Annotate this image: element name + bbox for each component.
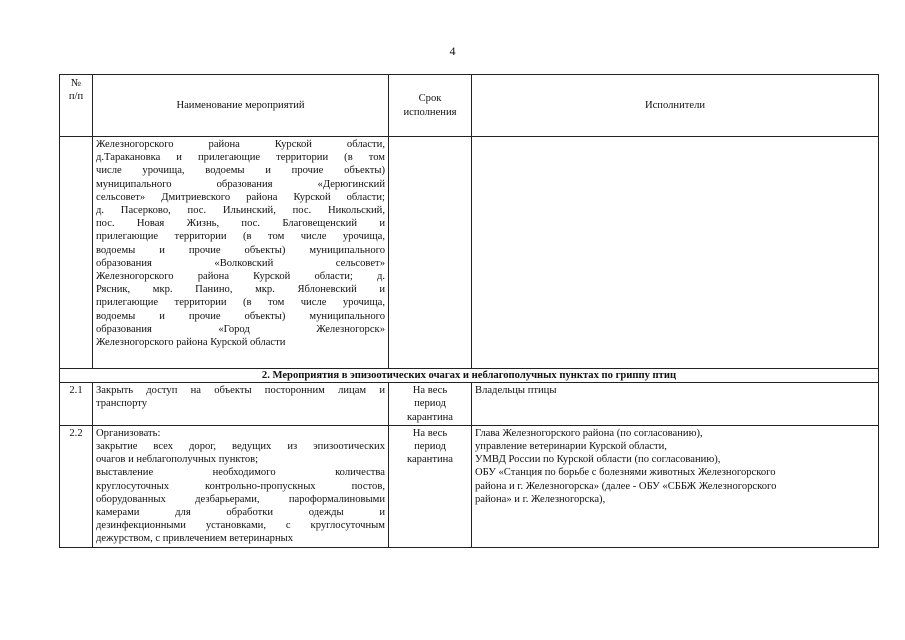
section-row <box>60 369 879 383</box>
table-row <box>60 383 879 426</box>
continuation-num-cell <box>60 137 93 369</box>
continuation-name-cell <box>93 137 389 369</box>
row-name <box>93 425 389 547</box>
text-line: образования «Волковский сельсовет» <box>96 257 385 269</box>
text-line: Железногорского района Курской области <box>96 337 286 349</box>
text-line: дезинфекционными установками, с круглосуточным <box>96 520 385 532</box>
header-term-line: Срок <box>418 93 442 105</box>
text-line: муниципального образования «Дерюгинский <box>96 178 385 190</box>
text-line: На весь <box>412 385 448 397</box>
row-num: 2.1 <box>60 383 93 426</box>
row-term-text <box>392 384 468 424</box>
text-line: Рясник, мкр. Панино, мкр. Яблоневский и <box>96 284 385 296</box>
row-executors <box>472 425 879 547</box>
text-line: период <box>414 441 446 453</box>
continuation-term-cell <box>389 137 472 369</box>
row-name-text <box>96 427 385 546</box>
text-line: образования «Город Железногорск» <box>96 323 385 335</box>
text-line: оборудованных дезбарьерами, пароформалиновыми <box>96 493 385 505</box>
row-term-text <box>392 427 468 467</box>
text-line: сельсовет» Дмитриевского района Курской области; <box>96 191 385 203</box>
table-header-row <box>60 75 879 137</box>
text-line: управление ветеринарии Курской области, <box>475 441 667 453</box>
text-line: Железногорского района Курской области, <box>96 139 385 150</box>
text-line: УМВД России по Курской области (по согласованию), <box>475 454 721 466</box>
continuation-row <box>60 137 879 369</box>
continuation-text <box>96 138 385 349</box>
text-line: На весь <box>412 427 448 439</box>
text-line: карантина <box>406 454 454 466</box>
text-line: Глава Железногорского района (по согласованию), <box>475 427 703 439</box>
header-term <box>389 75 472 137</box>
text-line: круглосуточных контрольно-пропускных постов, <box>96 480 385 492</box>
text-line: района» и г. Железногорска), <box>475 493 606 505</box>
text-line: ОБУ «Станция по борьбе с болезнями животных Железногорского <box>475 467 776 479</box>
row-num: 2.2 <box>60 425 93 547</box>
text-line: Железногорского района Курской области; д. <box>96 271 385 283</box>
page-number: 4 <box>449 44 456 58</box>
text-line: д.Таракановка и прилегающие территории (в том <box>96 152 385 164</box>
text-line: Владельцы птицы <box>475 385 557 397</box>
text-line: числе урочища, водоемы и прочие объекты) <box>96 165 385 177</box>
text-line: камерами для обработки одежды и <box>96 507 385 519</box>
measures-table <box>59 74 879 548</box>
row-executors <box>472 383 879 426</box>
text-line: д. Пасерково, пос. Ильинский, пос. Никольский, <box>96 205 385 217</box>
header-term-line: исполнения <box>403 106 457 118</box>
section-title: 2. Мероприятия в эпизоотических очагах и неблагополучных пунктах по гриппу птиц <box>60 369 879 383</box>
text-line: дежурством, с привлечением ветеринарных <box>96 533 294 545</box>
header-num-line: № <box>70 78 82 89</box>
text-line: водоемы и прочие объекты) муниципального <box>96 310 385 322</box>
text-line: закрытие всех дорог, ведущих из эпизоотических <box>96 441 385 453</box>
text-line: карантина <box>406 411 454 423</box>
row-executors-text <box>475 384 875 397</box>
row-term <box>389 425 472 547</box>
text-line: Организовать: <box>96 427 161 439</box>
text-line: очагов и неблагополучных пунктов; <box>96 454 259 466</box>
continuation-executors-cell <box>472 137 879 369</box>
text-line: транспорту <box>96 398 148 410</box>
text-line: пос. Новая Жизнь, пос. Благовещенский и <box>96 218 385 230</box>
row-name <box>93 383 389 426</box>
text-line: выставление необходимого количества <box>96 467 385 479</box>
text-line: района и г. Железногорска» (далее - ОБУ «СББЖ Железногорского <box>475 480 777 492</box>
table-row <box>60 425 879 547</box>
header-num <box>60 75 93 137</box>
text-line: прилегающие территории (в том числе урочища, <box>96 297 385 309</box>
row-name-text <box>96 384 385 410</box>
header-name: Наименование мероприятий <box>93 75 389 137</box>
header-num-line: п/п <box>68 91 84 103</box>
text-line: водоемы и прочие объекты) муниципального <box>96 244 385 256</box>
text-line: прилегающие территории (в том числе урочища, <box>96 231 385 243</box>
header-executors: Исполнители <box>472 75 879 137</box>
row-term <box>389 383 472 426</box>
row-executors-text <box>475 427 875 506</box>
text-line: период <box>414 398 446 410</box>
text-line: Закрыть доступ на объекты посторонним лицам и <box>96 385 385 397</box>
